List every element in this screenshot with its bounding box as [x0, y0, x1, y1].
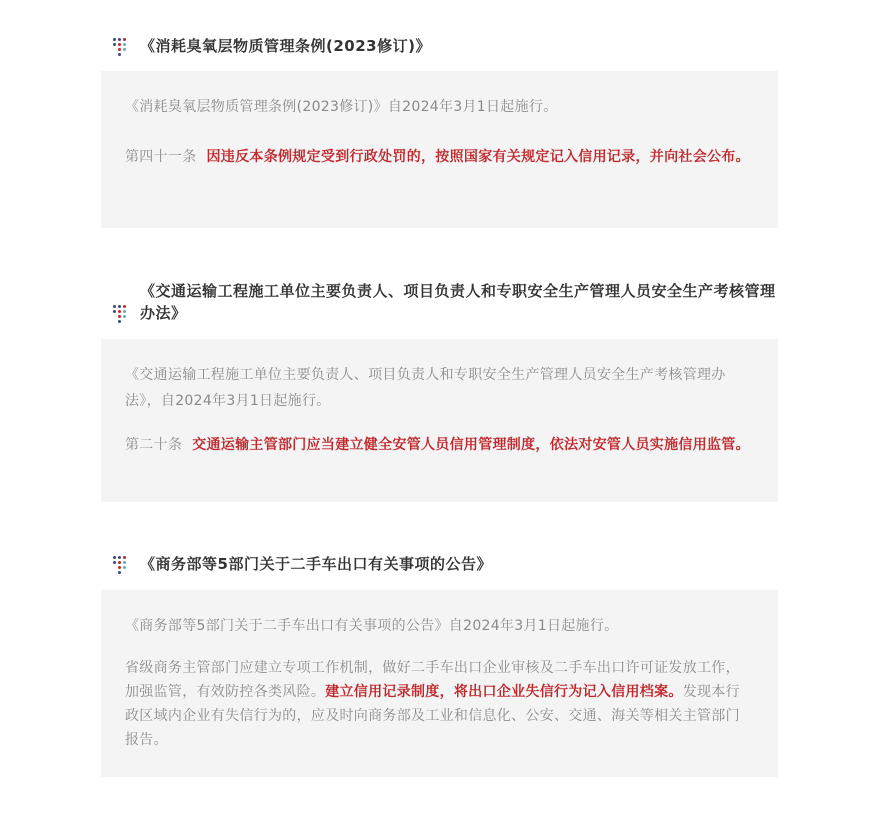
- article-paragraph: [125, 432, 753, 458]
- effective-date-text: 《商务部等5部门关于二手车出口有关事项的公告》自2024年3月1日起施行。: [125, 618, 619, 634]
- body-text-1: 省级商务主管部门应建立专项工作机制，做好二手车出口企业审核及二手车出口许可证发放工作，加强监管，有效防控各类风险。: [125, 660, 740, 700]
- section-2-header: [112, 280, 778, 324]
- effective-date-text: 《交通运输工程施工单位主要负责人、项目负责人和专职安全生产管理人员安全生产考核管理办法》，自2024年3月1日起施行。: [125, 367, 726, 409]
- article-label: 第二十条: [125, 437, 183, 453]
- section-1-header: [112, 35, 778, 57]
- section-3-header: [112, 553, 778, 575]
- section-title: 《商务部等5部门关于二手车出口有关事项的公告》: [140, 555, 492, 573]
- section-title: 《消耗臭氧层物质管理条例(2023修订)》: [140, 37, 431, 55]
- effective-date-text: 《消耗臭氧层物质管理条例(2023修订)》自2024年3月1日起施行。: [125, 99, 558, 115]
- article-emphasis: 交通运输主管部门应当建立健全安管人员信用管理制度，依法对安管人员实施信用监管。: [192, 437, 750, 453]
- dots-icon: [112, 555, 128, 575]
- section-2-card: [101, 339, 778, 502]
- section-3-card: [101, 590, 778, 777]
- dots-icon: [112, 304, 128, 324]
- dots-icon: [112, 37, 128, 57]
- article-label: 第四十一条: [125, 149, 197, 165]
- body-paragraph: [125, 656, 753, 752]
- body-emphasis: 建立信用记录制度，将出口企业失信行为记入信用档案。: [325, 684, 683, 700]
- section-1-card: [101, 71, 778, 228]
- article-emphasis: 因违反本条例规定受到行政处罚的，按照国家有关规定记入信用记录，并向社会公布。: [206, 149, 750, 165]
- article-paragraph: [125, 142, 753, 172]
- body-text-2: 发现本行政区域内企业有失信行为的，应及时向商务部及工业和信息化、公安、交通、海关等相关主管部门报告。: [125, 684, 740, 748]
- section-title: 《交通运输工程施工单位主要负责人、项目负责人和专职安全生产管理人员安全生产考核管理办法》: [140, 282, 776, 322]
